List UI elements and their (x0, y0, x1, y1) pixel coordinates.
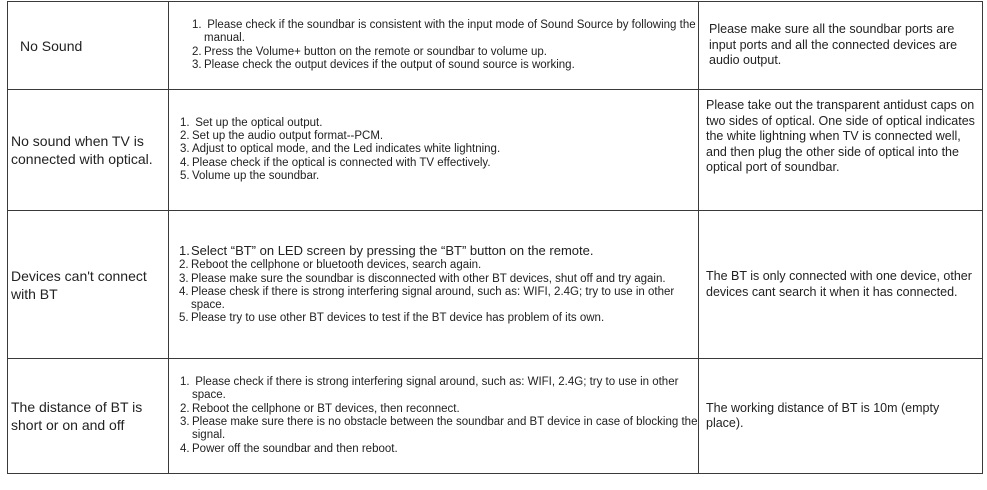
steps-list (169, 376, 698, 456)
steps-cell (169, 2, 699, 90)
problem-cell (8, 2, 169, 90)
problem-cell (8, 211, 169, 359)
list-item: 3. Please check the output devices if the output of sound source is working. (192, 58, 575, 71)
problem-text: The distance of BT is short or on and off (11, 399, 143, 433)
list-item: 3. Please make sure the soundbar is disconnected with other BT devices, shut off and try again. (179, 272, 666, 285)
table-row (8, 211, 983, 359)
solution-cell (699, 211, 983, 359)
solution-cell (699, 2, 983, 90)
solution-text: Please make sure all the soundbar ports are input ports and all the connected devices are audio output. (709, 22, 958, 68)
list-item: 4. Please check if the optical is connected with TV effectively. (180, 156, 491, 169)
steps-cell (169, 90, 699, 211)
solution-text: The BT is only connected with one device, other devices cant search it when it has connected. (706, 269, 972, 299)
list-item: 2. Press the Volume+ button on the remote or soundbar to volume up. (192, 45, 547, 58)
steps-cell (169, 359, 699, 474)
problem-cell (8, 90, 169, 211)
list-item: 5. Volume up the soundbar. (180, 169, 320, 182)
table-row (8, 2, 983, 90)
problem-cell (8, 359, 169, 474)
list-item: 4. Please chesk if there is strong interfering signal around, such as: WIFI, 2.4G; try to use in other space. (179, 285, 675, 312)
problem-text: No Sound (20, 37, 83, 54)
list-item: 2. Set up the audio output format--PCM. (180, 130, 384, 143)
list-item: 1. Set up the optical output. (180, 116, 323, 129)
list-item: 1.Select “BT” on LED screen by pressing the “BT” button on the remote. (179, 243, 594, 259)
list-item: 1. Please check if the soundbar is consistent with the input mode of Sound Source by following the manual. (192, 18, 696, 45)
solution-cell (699, 359, 983, 474)
steps-list (169, 117, 698, 183)
steps-list (169, 19, 698, 72)
problem-text: No sound when TV is connected with optical. (11, 133, 153, 167)
solution-cell (699, 90, 983, 211)
solution-text: Please take out the transparent antidust caps on two sides of optical. One side of optical indicates the white lightning when TV is connected well, and then plug the other side of optical into the optical port of soundbar. (706, 98, 975, 174)
list-item: 2. Reboot the cellphone or BT devices, then reconnect. (180, 402, 460, 415)
troubleshooting-table (7, 1, 983, 474)
list-item: 3. Please make sure there is no obstacle between the soundbar and BT device in case of blocking the signal. (180, 416, 698, 442)
list-item: 1. Please check if there is strong interfering signal around, such as: WIFI, 2.4G; try to use in other space. (180, 376, 679, 402)
steps-cell (169, 211, 699, 359)
steps-list (169, 243, 698, 325)
list-item: 2. Reboot the cellphone or bluetooth devices, search again. (179, 259, 482, 272)
table-row (8, 90, 983, 211)
solution-text: The working distance of BT is 10m (empty place). (706, 400, 940, 430)
list-item: 5. Please try to use other BT devices to test if the BT device has problem of its own. (179, 312, 605, 325)
table-row (8, 359, 983, 474)
problem-text: Devices can't connect with BT (11, 267, 147, 302)
list-item: 3. Adjust to optical mode, and the Led indicates white lightning. (180, 143, 501, 156)
list-item: 4. Power off the soundbar and then reboot. (180, 442, 398, 455)
